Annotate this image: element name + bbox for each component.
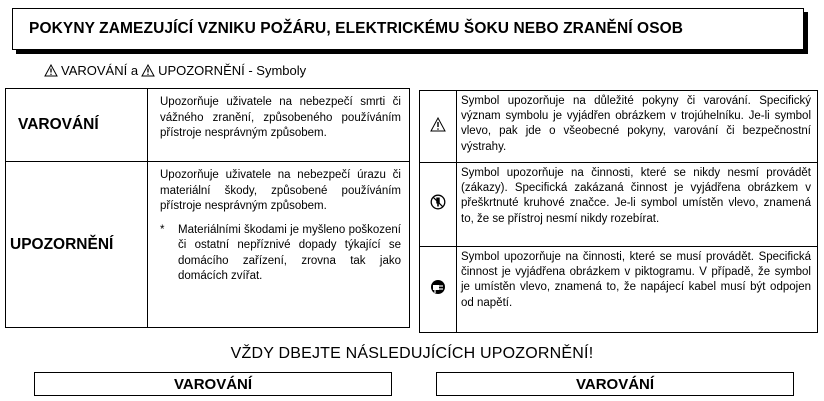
warning-triangle-icon <box>430 117 446 132</box>
caution-symbol-label: UPOZORNĚNÍ - Symboly <box>158 63 307 78</box>
warning-label: VAROVÁNÍ <box>6 89 148 162</box>
symbols-table <box>419 90 818 333</box>
unplug-icon <box>429 279 447 295</box>
caution-note <box>160 223 401 285</box>
prohibited-disassembly-icon <box>430 194 446 210</box>
caution-description: Upozorňuje uživatele na nebezpečí úrazu či materiální škody, způsobené používáním přístroje nesprávným způsobem. <box>160 169 401 212</box>
symbol-row <box>420 91 818 163</box>
warning-box-right: VAROVÁNÍ <box>436 372 794 396</box>
symbol-description: Symbol upozorňuje na činnosti, které se musí provádět. Specifická činnost je vyjádřena obrázkem v piktogramu. V případě, že symbol je umístěn vlevo, znamená to, že napájecí kabel musí být odpojen od napětí. <box>457 247 818 333</box>
caution-triangle-icon <box>141 64 155 77</box>
page-title: POKYNY ZAMEZUJÍCÍ VZNIKU POŽÁRU, ELEKTRICKÉMU ŠOKU NEBO ZRANĚNÍ OSOB <box>29 20 684 37</box>
symbol-description: Symbol upozorňuje na důležité pokyny či varování. Specifický význam symbolu je vyjádřen obrázkem v trojúhelníku. Je-li symbol vlevo, pak jde o všeobecné pokyny, varování či bezpečnostní výstrahy. <box>457 91 818 163</box>
caution-note-text: Materiálními škodami je myšleno poškození či ostatní nepříznivé dopady týkající se domácího zařízení, zrovna tak jako domácích zvířat. <box>178 223 401 282</box>
warning-symbol-label: VAROVÁNÍ a <box>61 63 139 78</box>
symbol-description: Symbol upozorňuje na činnosti, které se nikdy nesmí provádět (zákazy). Specifická zakázaná činnost je vyjádřena obrázkem v přeškrtnuté kruhové značce. Je-li symbol umístěn vlevo, znamená to, že se přístroj nesmí nikdy rozebírat. <box>457 163 818 247</box>
title-box <box>12 8 804 50</box>
definitions-table <box>5 88 410 328</box>
warning-row <box>6 89 410 162</box>
warning-description: Upozorňuje uživatele na nebezpečí smrti či vážného zranění, způsobeného používáním přístroje nesprávným způsobem. <box>148 89 410 162</box>
caution-row <box>6 162 410 328</box>
always-heading: VŽDY DBEJTE NÁSLEDUJÍCÍCH UPOZORNĚNÍ! <box>230 345 594 362</box>
symbol-row <box>420 247 818 333</box>
caution-description-cell <box>148 162 410 328</box>
symbols-legend <box>44 63 306 78</box>
caution-label: UPOZORNĚNÍ <box>6 162 148 328</box>
warning-box-left: VAROVÁNÍ <box>34 372 392 396</box>
warning-triangle-icon <box>44 64 58 77</box>
symbol-row <box>420 163 818 247</box>
note-asterisk: * <box>160 223 165 236</box>
